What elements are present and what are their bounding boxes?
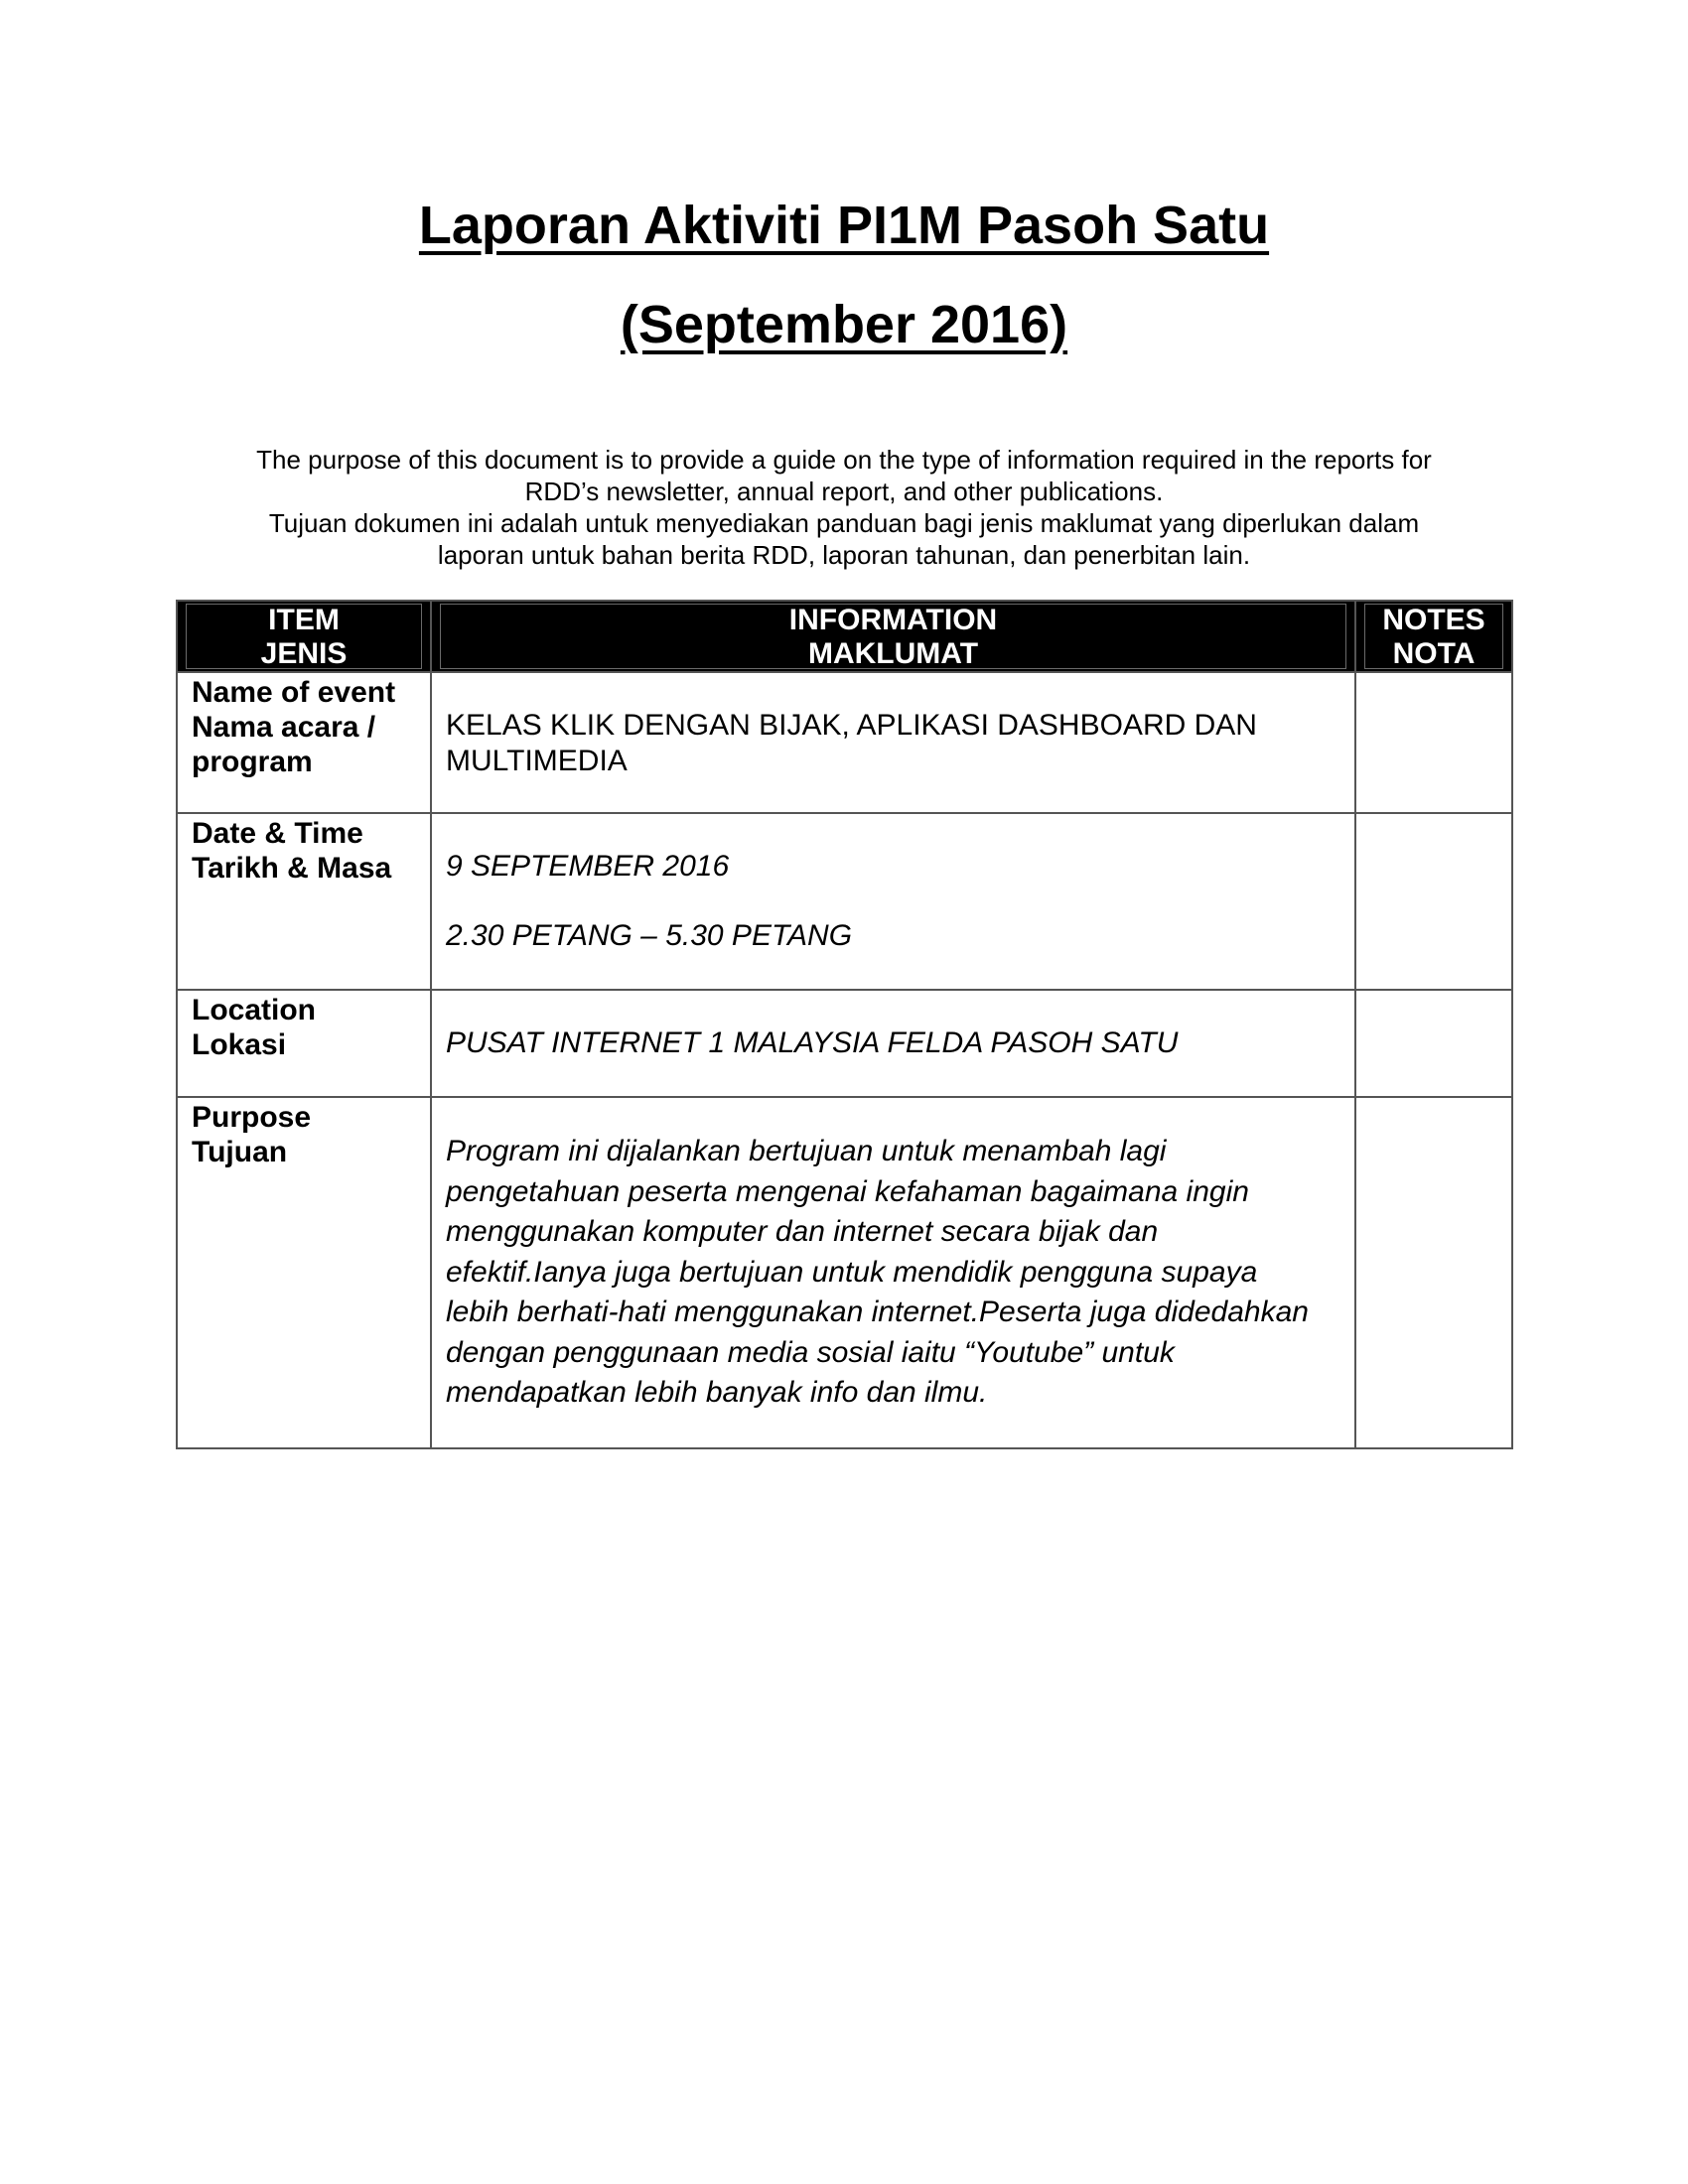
table-row-event xyxy=(177,672,1512,813)
datetime-label-cell xyxy=(177,813,431,990)
intro-paragraph xyxy=(149,444,1539,571)
purpose-line-1: Program ini dijalankan bertujuan untuk menambah lagi xyxy=(446,1135,1167,1167)
datetime-info-cell xyxy=(431,813,1355,990)
event-date-value: 9 SEPTEMBER 2016 xyxy=(446,850,730,883)
event-label-ms-1: Nama acara / xyxy=(192,711,376,744)
event-label-cell xyxy=(177,672,431,813)
purpose-line-3: menggunakan komputer dan internet secara bijak dan xyxy=(446,1215,1159,1248)
purpose-notes-cell xyxy=(1355,1097,1512,1448)
purpose-label-ms: Tujuan xyxy=(192,1136,288,1168)
header-notes-en: NOTES xyxy=(1382,604,1485,636)
header-information-en: INFORMATION xyxy=(788,604,998,636)
location-label-en: Location xyxy=(192,994,316,1026)
table-row-location xyxy=(177,990,1512,1097)
header-item xyxy=(177,601,431,672)
datetime-label-ms: Tarikh & Masa xyxy=(192,852,392,885)
event-label-en: Name of event xyxy=(192,676,396,709)
header-information xyxy=(431,601,1355,672)
location-info-cell xyxy=(431,990,1355,1097)
event-info-cell xyxy=(431,672,1355,813)
event-name-value: KELAS KLIK DENGAN BIJAK, APLIKASI DASHBOARD DAN MULTIMEDIA xyxy=(446,709,1257,777)
table-row-purpose xyxy=(177,1097,1512,1448)
header-item-ms: JENIS xyxy=(260,637,348,670)
datetime-notes-cell xyxy=(1355,813,1512,990)
location-notes-cell xyxy=(1355,990,1512,1097)
purpose-line-5: lebih berhati-hati menggunakan internet.Peserta juga didedahkan xyxy=(446,1296,1309,1328)
header-item-en: ITEM xyxy=(268,604,340,636)
purpose-info-cell xyxy=(431,1097,1355,1448)
purpose-label-en: Purpose xyxy=(192,1101,312,1134)
table-header-row xyxy=(177,601,1512,672)
event-notes-cell xyxy=(1355,672,1512,813)
event-label-ms-2: program xyxy=(192,746,313,778)
document-title: Laporan Aktiviti PI1M Pasoh Satu xyxy=(418,196,1270,255)
purpose-line-4: efektif.Ianya juga bertujuan untuk mendidik pengguna supaya xyxy=(446,1255,1258,1289)
intro-malay-line-1: Tujuan dokumen ini adalah untuk menyediakan panduan bagi jenis maklumat yang diperlukan dalam xyxy=(268,508,1420,538)
intro-malay-line-2: laporan untuk bahan berita RDD, laporan tahunan, dan penerbitan lain. xyxy=(437,540,1251,570)
purpose-line-6: dengan penggunaan media sosial iaitu “Youtube” untuk xyxy=(446,1335,1175,1369)
intro-english-line-1: The purpose of this document is to provide a guide on the type of information required in the reports for xyxy=(256,445,1432,475)
location-label-cell xyxy=(177,990,431,1097)
location-value: PUSAT INTERNET 1 MALAYSIA FELDA PASOH SATU xyxy=(446,1026,1179,1059)
table-row-datetime xyxy=(177,813,1512,990)
document-subtitle-date: (September 2016) xyxy=(620,295,1068,354)
intro-english-line-2: RDD’s newsletter, annual report, and other publications. xyxy=(524,477,1164,506)
purpose-line-7: mendapatkan lebih banyak info dan ilmu. xyxy=(446,1376,988,1409)
purpose-description xyxy=(432,1098,1354,1414)
header-notes-ms: NOTA xyxy=(1392,637,1476,670)
purpose-label-cell xyxy=(177,1097,431,1448)
location-label-ms: Lokasi xyxy=(192,1028,287,1061)
datetime-label-en: Date & Time xyxy=(192,817,363,850)
purpose-line-2: pengetahuan peserta mengenai kefahaman bagaimana ingin xyxy=(446,1174,1249,1208)
header-information-ms: MAKLUMAT xyxy=(807,637,979,670)
header-notes xyxy=(1355,601,1512,672)
activity-report-table xyxy=(176,600,1513,1449)
event-time-value: 2.30 PETANG – 5.30 PETANG xyxy=(446,919,853,952)
